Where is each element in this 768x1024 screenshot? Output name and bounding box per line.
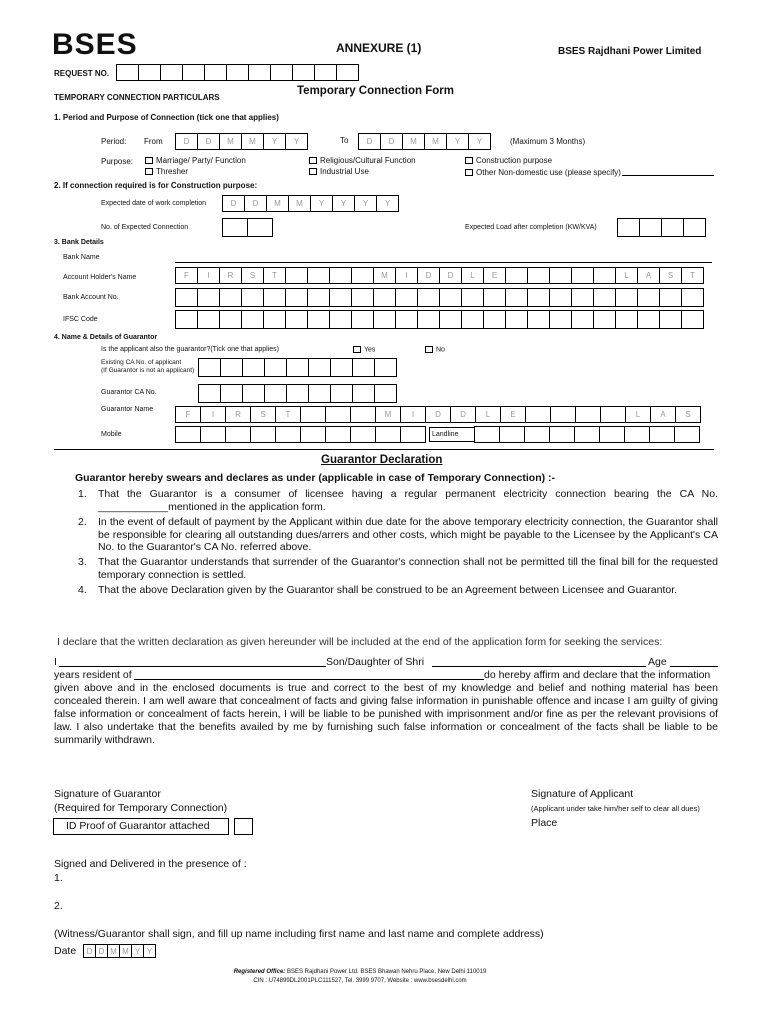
affirm-body: given above and in the enclosed documents is true and correct to the best of my knowledge and belief and nothing material has been concealed therein. I am well aware that concealment of facts and giving false information in punishable offence and incase I am guilty of giving false information or concealment of facts herein, I will be liable to be punished with imprisonment and/or fine as per the relevant provisions of law. I also undertake that the benefits availed by me by furnishing such false information or concealment of the facts shall be liable to be summarily withdrawn. — [54, 682, 718, 746]
declaration-num-2: 2. — [78, 516, 87, 528]
from-date-input[interactable]: D D M M Y Y — [175, 133, 307, 150]
declaration-num-4: 4. — [78, 584, 87, 596]
section-divider — [54, 449, 714, 450]
section-3-title: 3. Bank Details — [54, 239, 104, 246]
expected-date-input[interactable]: D D M M Y Y Y Y — [222, 195, 398, 212]
checkbox[interactable] — [353, 346, 361, 353]
form-title: Temporary Connection Form — [297, 85, 454, 97]
guarantor-name-input[interactable]: F I R S T M I D D L E L A S — [175, 406, 700, 423]
purpose-option-religious[interactable]: Religious/Cultural Function — [309, 156, 416, 165]
to-date-input[interactable]: D D M M Y Y — [358, 133, 490, 150]
annexure-title: ANNEXURE (1) — [336, 41, 422, 55]
bses-logo: BSES — [52, 28, 138, 61]
declaration-item-2: In the event of default of payment by the Applicant within due date for the above temporary electricity connection, the Guarantor shall be responsible for clearing all outstanding dues/arrers and other costs, which might be payable to the Licensee by the Applicant's CA No. to the Guarantor's CA No. referred above. — [98, 516, 718, 553]
checkbox[interactable] — [309, 157, 317, 164]
father-name-blank[interactable] — [432, 666, 646, 667]
purpose-option-construction[interactable]: Construction purpose — [465, 156, 552, 165]
bank-name-label: Bank Name — [63, 254, 100, 261]
no-connection-label: No. of Expected Connection — [101, 224, 189, 231]
bank-account-input[interactable] — [175, 288, 703, 307]
mobile-label: Mobile — [101, 431, 122, 438]
guarantor-name-label: Guarantor Name — [101, 406, 154, 413]
place-label: Place — [531, 817, 558, 829]
footer-office: Registered Office: BSES Rajdhani Power Ltd. BSES Bhawan Nehru Place, New Delhi 110019 — [233, 969, 487, 975]
witness-1-label: 1. — [54, 872, 63, 884]
guarantor-required-note: (Required for Temporary Connection) — [54, 802, 228, 814]
landline-label: Landline — [432, 431, 459, 438]
expected-date-label: Expected date of work completion — [101, 200, 207, 207]
checkbox[interactable] — [465, 157, 473, 164]
witness-2-label: 2. — [54, 900, 63, 912]
account-holder-label: Account Holder's Name — [63, 274, 137, 281]
existing-ca-label: Existing CA No. of applicant (If Guarantor is not an applicant) — [101, 359, 195, 374]
section-2-title: 2. If connection required is for Construction purpose: — [54, 181, 258, 190]
name-blank[interactable] — [59, 666, 326, 667]
other-specify-line[interactable] — [622, 175, 714, 176]
section-4-title: 4. Name & Details of Guarantor — [54, 334, 158, 341]
guarantor-question: Is the applicant also the guarantor?(Tick one that applies) — [101, 346, 279, 353]
purpose-option-other[interactable]: Other Non-domestic use (please specify) — [465, 168, 621, 177]
checkbox[interactable] — [309, 168, 317, 175]
checkbox[interactable] — [145, 157, 153, 164]
account-holder-input[interactable]: F I R S T M I D D L E L A S T — [175, 267, 703, 284]
residence-blank[interactable] — [134, 679, 484, 680]
ifsc-input[interactable] — [175, 310, 703, 329]
applicant-signature-label: Signature of Applicant — [531, 788, 634, 800]
particulars-heading: TEMPORARY CONNECTION PARTICULARS — [54, 93, 220, 102]
declaration-num-1: 1. — [78, 488, 87, 500]
period-label: Period: — [101, 137, 127, 146]
affirm-line-2: years resident of do hereby affirm and declare that the information — [54, 669, 711, 681]
declaration-title: Guarantor Declaration — [321, 454, 443, 466]
witness-note: (Witness/Guarantor shall sign, and fill up name including first name and last name and complete address) — [54, 928, 544, 940]
ifsc-label: IFSC Code — [63, 316, 98, 323]
guarantor-no-option[interactable]: No — [425, 346, 445, 353]
footer-cin: CIN : U74899DL2001PLC111527, Tel. 3999 9707, Website : www.bsesdelhi.com — [253, 978, 467, 984]
checkbox[interactable] — [465, 169, 473, 176]
purpose-option-thresher[interactable]: Thresher — [145, 167, 188, 176]
id-proof-checkbox[interactable] — [234, 818, 253, 835]
purpose-option-marriage[interactable]: Marriage/ Party/ Function — [145, 156, 246, 165]
declaration-item-3: That the Guarantor understands that surrender of the Guarantor's connection shall not be permitted till the final bill for the requested temporary connection is settled. — [98, 556, 718, 581]
no-connection-input[interactable] — [222, 218, 272, 237]
date-label: Date — [54, 945, 77, 957]
bank-name-line[interactable] — [175, 262, 712, 263]
checkbox[interactable] — [425, 346, 433, 353]
declaration-item-4: That the above Declaration given by the Guarantor shall be construed to be an Agreement between Licensee and Guarantor. — [98, 584, 678, 596]
declaration-item-1: That the Guarantor is a consumer of licensee having a regular permanent electricity connection bearing the CA No. ____________mentioned in the application form. — [98, 488, 718, 513]
presence-label: Signed and Delivered in the presence of : — [54, 858, 247, 870]
from-label: From — [144, 137, 163, 146]
guarantor-signature-label: Signature of Guarantor — [54, 788, 161, 800]
age-blank[interactable] — [670, 666, 718, 667]
applicant-note: (Applicant under take him/her self to clear all dues) — [531, 804, 700, 813]
guarantor-ca-label: Guarantor CA No. — [101, 389, 157, 396]
existing-ca-input[interactable] — [198, 358, 396, 377]
date-input[interactable]: D D M M Y Y — [83, 944, 155, 958]
affirm-line-1: I Son/Daughter of Shri Age — [54, 656, 718, 669]
checkbox[interactable] — [145, 168, 153, 175]
to-label: To — [340, 136, 349, 145]
declaration-intro: Guarantor hereby swears and declares as under (applicable in case of Temporary Connection) :- — [75, 472, 556, 484]
expected-load-label: Expected Load after completion (KW/KVA) — [465, 224, 597, 231]
bank-account-label: Bank Account No. — [63, 294, 119, 301]
landline-input[interactable] — [474, 426, 699, 443]
request-no-label: REQUEST NO. — [54, 69, 110, 78]
max-months-note: (Maximum 3 Months) — [510, 137, 586, 146]
expected-load-input[interactable] — [617, 218, 705, 237]
purpose-label: Purpose: — [101, 157, 134, 166]
declaration-num-3: 3. — [78, 556, 87, 568]
company-name: BSES Rajdhani Power Limited — [558, 46, 702, 57]
request-no-input[interactable] — [116, 64, 358, 81]
section-1-title: 1. Period and Purpose of Connection (tick one that applies) — [54, 113, 279, 122]
id-proof-label: ID Proof of Guarantor attached — [66, 820, 210, 832]
purpose-option-industrial[interactable]: Industrial Use — [309, 167, 369, 176]
guarantor-ca-input[interactable] — [198, 384, 396, 403]
affirm-intro: I declare that the written declaration as given hereunder will be included at the end of the application form for seeking the services: — [57, 636, 663, 648]
guarantor-yes-option[interactable]: Yes — [353, 346, 375, 353]
mobile-input[interactable] — [175, 426, 425, 443]
